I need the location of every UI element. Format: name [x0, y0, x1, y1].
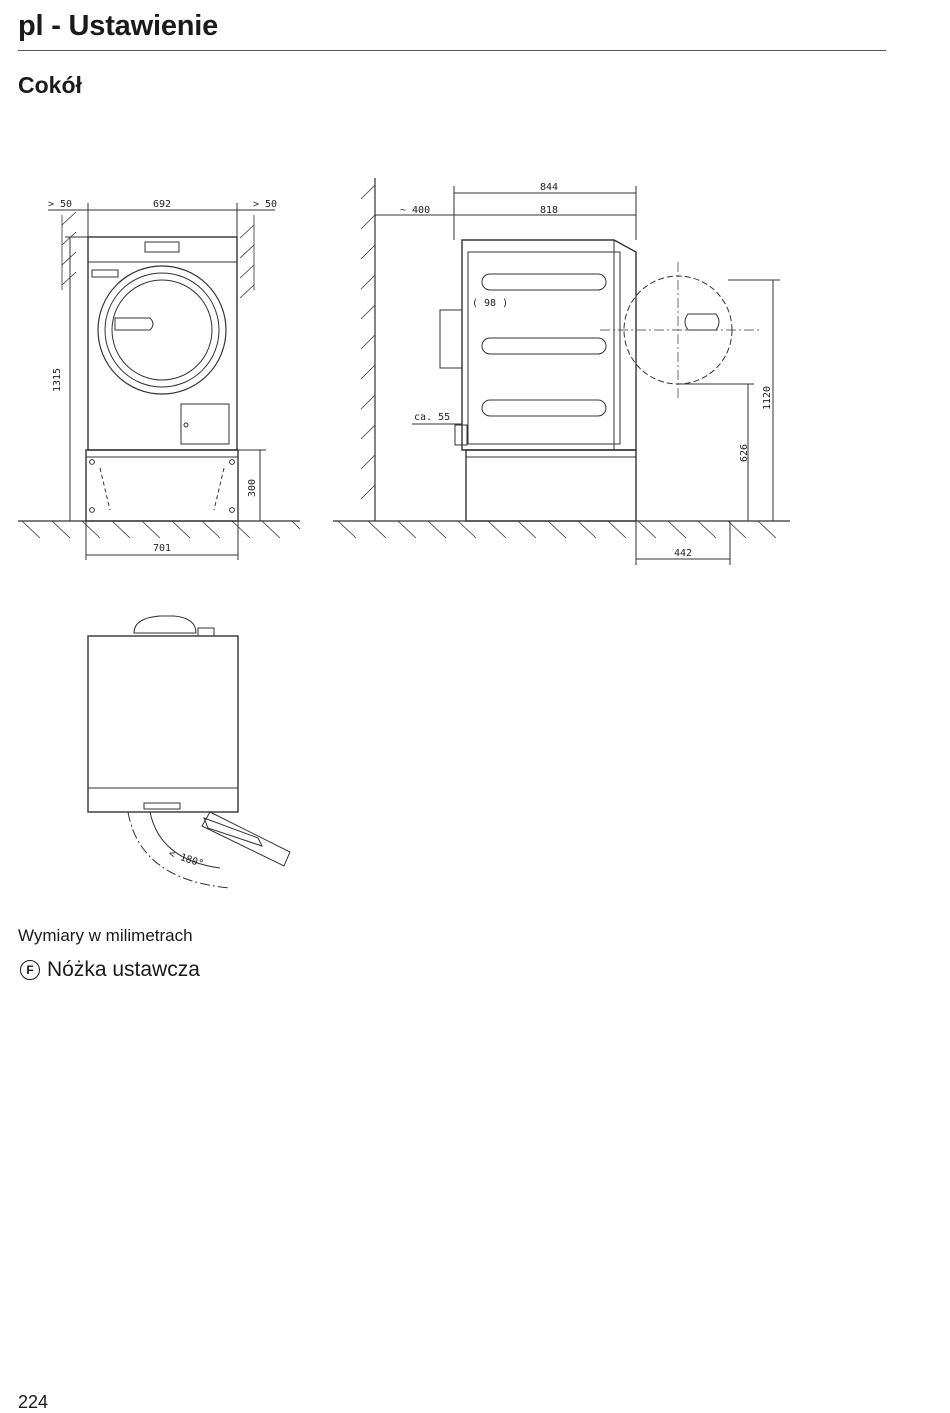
legend-text: Nóżka ustawcza	[47, 958, 200, 981]
legend-item	[20, 958, 200, 982]
dim-plinth-width: 701	[153, 543, 172, 554]
top-view	[88, 616, 290, 888]
dim-front-left-clearance: > 50	[48, 199, 73, 210]
section-title: Cokół	[18, 72, 82, 98]
dim-front-right-clearance: > 50	[253, 199, 278, 210]
dim-plinth-height: 300	[247, 478, 258, 497]
floor-hatching-side	[338, 521, 776, 538]
wall-hatching-side	[361, 185, 375, 499]
dimensions-caption: Wymiary w milimetrach	[18, 926, 193, 945]
side-view	[333, 178, 790, 565]
dim-side-depth-total: 844	[540, 182, 559, 193]
dim-side-depth-body: 818	[540, 205, 559, 216]
dim-door-height: 1120	[762, 385, 773, 410]
dim-door-swing: 442	[674, 548, 693, 559]
dim-connector: ( 98 )	[472, 298, 509, 309]
wall-hatching-front	[62, 212, 254, 298]
dim-door-angle: < 180°	[167, 848, 205, 871]
dim-front-height: 1315	[52, 367, 63, 392]
dim-wall-distance: ~ 400	[400, 205, 431, 216]
floor-hatching-front	[22, 521, 300, 538]
page-header-title: pl - Ustawienie	[18, 10, 219, 42]
dim-centre-height: 626	[739, 443, 750, 462]
page-number: 224	[18, 1392, 49, 1412]
circled-letter-icon: F	[20, 960, 40, 980]
dim-front-width: 692	[153, 199, 172, 210]
dim-hose: ca. 55	[414, 412, 451, 423]
